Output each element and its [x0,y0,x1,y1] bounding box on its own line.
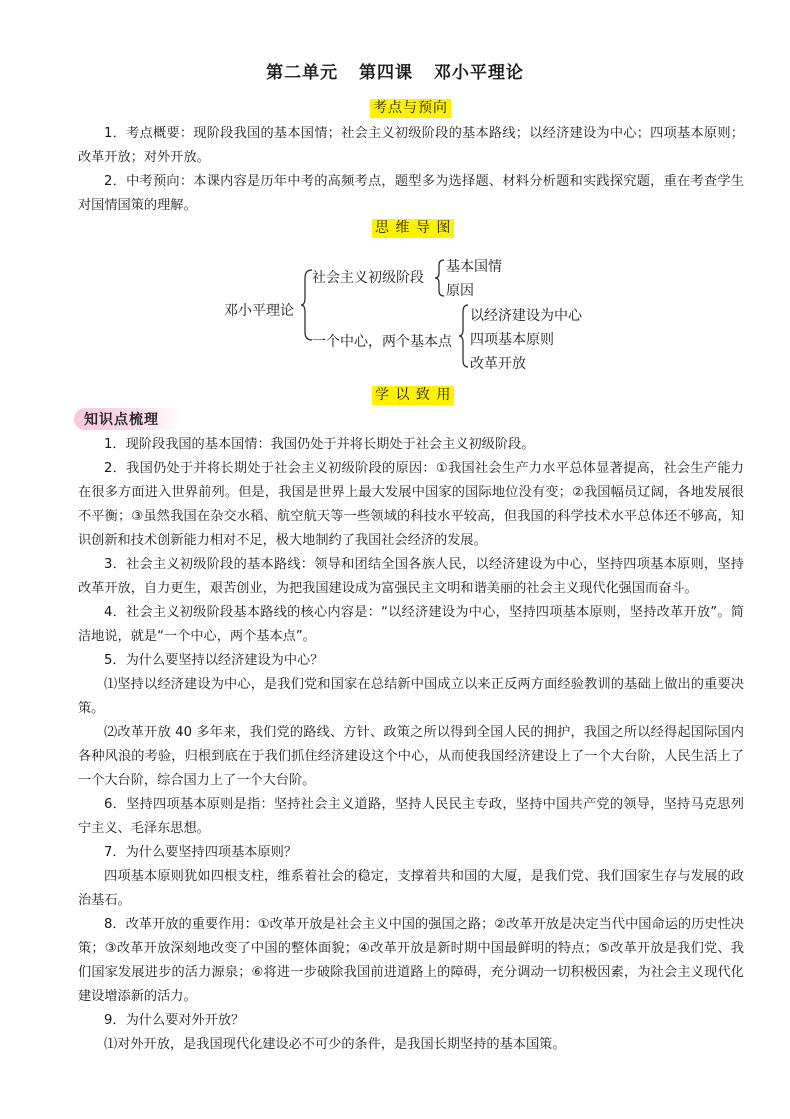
mindmap-root: 邓小平理论 [224,303,294,319]
knowledge-paragraph-7: 四项基本原则犹如四根支柱，维系着社会的稳定，支撑着共和国的大厦，是我们党、我们国家生存与发展的政治基石。 [78,869,744,908]
mindmap-branch-1: 社会主义初级阶段 [312,270,424,286]
knowledge-paragraph-2: 2．我国仍处于并将长期处于社会主义初级阶段的原因：①我国社会生产力水平总体显著提高，社会生产能力在很多方面进入世界前列。但是，我国是世界上最大发展中国家的国际地位没有变；②我国幅员辽阔，各地发展很不平衡；③虽然我国在杂交水稻、航空航天等一些领域的科技水平较高，但我国的科学技术水平总体还不够高，知识创新和技术创新能力相对不足，极大地制约了我国社会经济的发展。 [78,461,744,548]
mindmap-branch-1-brace [434,258,446,298]
knowledge-paragraph-8: 8．改革开放的重要作用：①改革开放是社会主义中国的强国之路；②改革开放是决定当代中国命运的历史性决策；③改革开放深刻地改变了中国的整体面貌；④改革开放是新时期中国最鲜明的特点；⑤改革开放是我们党、我们国家发展进步的活力源泉；⑥将进一步破除我国前进道路上的障碍，充分调动一切积极因素，为社会主义现代化建设增添新的活力。 [78,917,744,1004]
knowledge-paragraph-1: 1．现阶段我国的基本国情：我国仍处于并将长期处于社会主义初级阶段。 [104,437,535,452]
knowledge-question-7: 7．为什么要坚持四项基本原则？ [104,845,298,860]
mindmap-item-economic-center: 以经济建设为中心 [470,308,582,324]
exam-paragraph-1: 1．考点概要：现阶段我国的基本国情；社会主义初级阶段的基本路线；以经济建设为中心；四项基本原则；改革开放；对外开放。 [78,126,744,165]
knowledge-paragraph-3: 3．社会主义初级阶段的基本路线：领导和团结全国各族人民，以经济建设为中心，坚持四项基本原则，坚持改革开放，自力更生，艰苦创业，为把我国建设成为富强民主文明和谐美丽的社会主义现代化强国而奋斗。 [78,557,744,596]
mindmap-item-reform-opening: 改革开放 [470,356,526,372]
knowledge-paragraph-6: 6．坚持四项基本原则是指：坚持社会主义道路，坚持人民民主专政，坚持中国共产党的领导，坚持马克思列宁主义、毛泽东思想。 [78,797,744,836]
title-unit: 第二单元 [266,63,339,83]
section-heading-mindmap: 思 维 导 图 [372,219,454,238]
mindmap-item-basic-condition: 基本国情 [446,259,502,275]
knowledge-paragraph-5-2: ⑵改革开放 40 多年来，我们党的路线、方针、政策之所以得到全国人民的拥护，我国之所以经得起国际国内各种风浪的考验，归根到底在于我们抓住经济建设这个中心，从而使我国经济建设上了一个大台阶，人民生活上了一个大台阶，综合国力上了一个大台阶。 [78,725,744,788]
mindmap-item-reason: 原因 [446,283,474,299]
knowledge-paragraph-9-1: ⑴对外开放，是我国现代化建设必不可少的条件，是我国长期坚持的基本国策。 [104,1037,566,1052]
page-title [0,58,790,83]
section-heading-exam: 考点与预向 [370,99,451,118]
knowledge-badge-label: 知识点梳理 [84,412,159,428]
mindmap-branch-2: 一个中心，两个基本点 [312,334,452,350]
knowledge-badge [74,408,180,430]
knowledge-paragraph-5-1: ⑴坚持以经济建设为中心，是我们党和国家在总结新中国成立以来正反两方面经验教训的基础上做出的重要决策。 [78,677,744,716]
mindmap-branch-2-brace [458,303,470,369]
knowledge-paragraph-4: 4．社会主义初级阶段基本路线的核心内容是：“以经济建设为中心，坚持四项基本原则，坚持改革开放”。简洁地说，就是“一个中心，两个基本点”。 [78,605,744,644]
exam-paragraph-2: 2．中考预向：本课内容是历年中考的高频考点，题型多为选择题、材料分析题和实践探究题，重在考查学生对国情国策的理解。 [78,174,744,213]
section-heading-apply: 学 以 致 用 [372,386,454,405]
title-topic: 邓小平理论 [433,63,524,83]
knowledge-question-9: 9．为什么要对外开放？ [104,1013,245,1028]
knowledge-question-5: 5．为什么要坚持以经济建设为中心？ [104,653,324,668]
title-lesson: 第四课 [359,63,413,83]
mindmap-item-four-principles: 四项基本原则 [470,332,554,348]
